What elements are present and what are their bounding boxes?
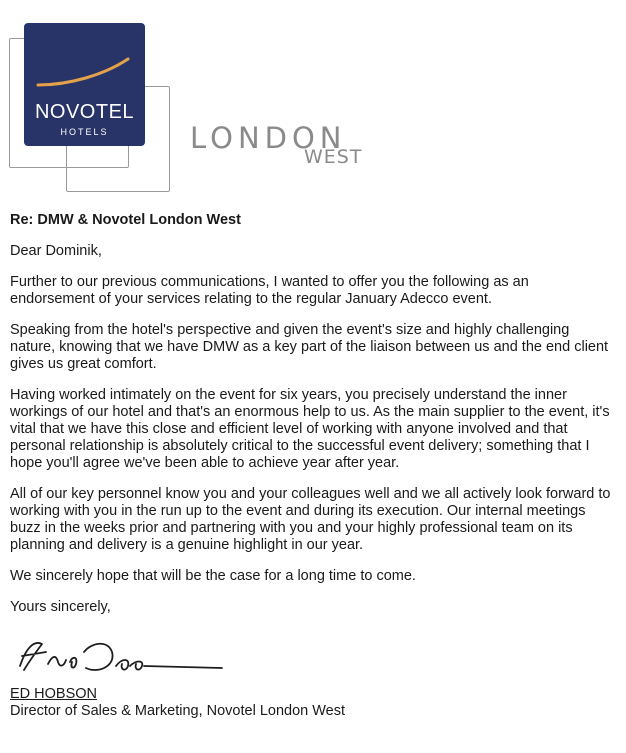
letter-body (10, 212, 616, 720)
letter-salutation: Dear Dominik, (10, 243, 102, 259)
logo-sub-text: HOTELS (60, 127, 109, 137)
paragraph-2: Speaking from the hotel's perspective and given the event's size and highly challenging nature, knowing that we have DMW as a key part of the liaison between us and the end client gives us great comfort. (10, 322, 609, 372)
paragraph-4: All of our key personnel know you and your colleagues well and we all actively look forward to working with you in the run up to the event and during its execution. Our internal meetings buzz in the weeks prior and partnering with you and your highly professional team on its planning and delivery is a genuine highlight in our year. (10, 486, 611, 553)
novotel-logo (24, 23, 145, 146)
signer-title: Director of Sales & Marketing, Novotel London West (10, 703, 346, 719)
location-line-1: LONDON (190, 121, 347, 155)
swoosh-icon (24, 23, 145, 103)
location-line-2: WEST (304, 146, 363, 168)
signer-name: ED HOBSON (10, 686, 98, 702)
paragraph-3: Having worked intimately on the event for six years, you precisely understand the inner workings of our hotel and that's an enormous help to us. As the main supplier to the event, it's vital that we have this close and efficient level of working with anyone involved and that personal relationship is absolutely critical to the successful event delivery; something that I hope you'll agree we've been able to achieve year after year. (10, 387, 610, 471)
letterhead (0, 0, 626, 200)
letter-closing: Yours sincerely, (10, 599, 111, 615)
letter-subject: Re: DMW & Novotel London West (10, 212, 241, 228)
paragraph-5: We sincerely hope that will be the case for a long time to come. (10, 568, 416, 584)
logo-brand-text: NOVOTEL (34, 101, 135, 123)
paragraph-1: Further to our previous communications, I wanted to offer you the following as an endorsement of your services relating to the regular January Adecco event. (10, 274, 529, 307)
signature-icon (12, 626, 232, 682)
